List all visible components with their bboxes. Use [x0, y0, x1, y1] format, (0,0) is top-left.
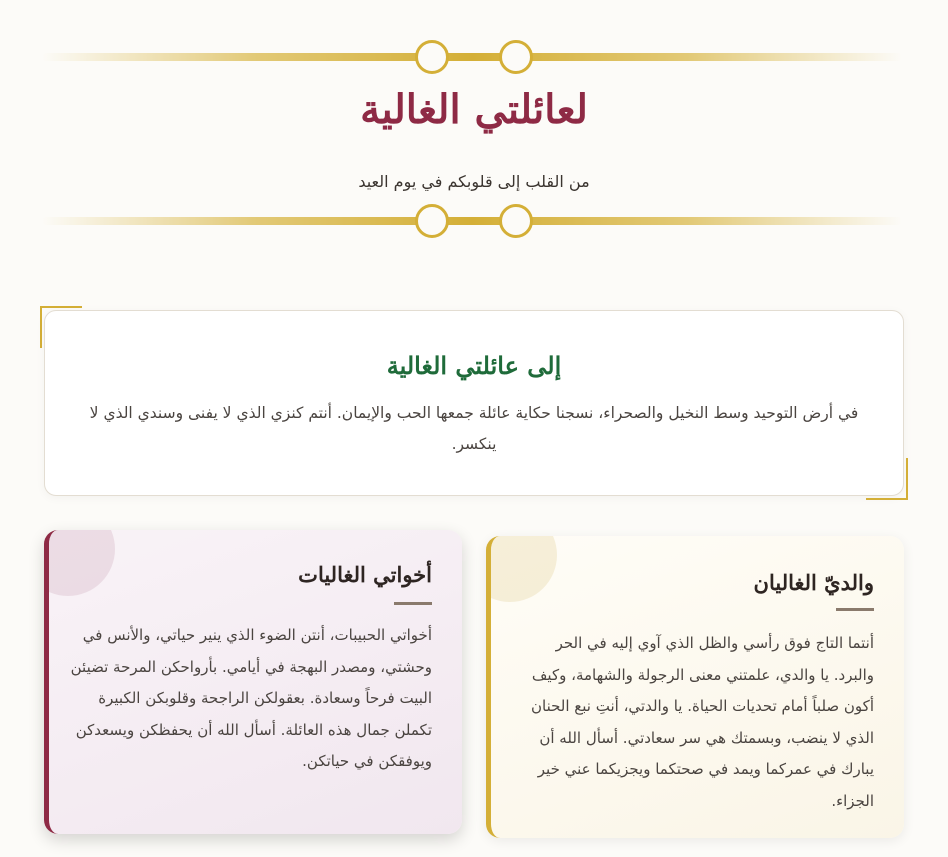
decorative-circle: [486, 536, 557, 602]
ornament-circle-icon: [415, 204, 449, 238]
parents-card-text: أنتما التاج فوق رأسي والظل الذي آوي إليه في الحر والبرد. يا والدي، علمتني معنى الرجولة والشهامة، وكيف أكون صلباً أمام تحديات الحياة. يا والدتي، أنتِ نبع الحنان الذي لا ينضب، وبسمتك هي سر سعادتي. أسأل الله أن يبارك في عمركما ويمد في صحتكما ويجزيكما عني خير الجزاء.: [531, 634, 874, 810]
title-underline: [836, 608, 874, 611]
parents-card: [486, 536, 904, 838]
sisters-card-title: أخواتي الغاليات: [298, 562, 432, 587]
ornament-circle-icon: [415, 40, 449, 74]
title-underline: [394, 602, 432, 605]
decorative-circle: [44, 530, 115, 596]
corner-frame-bottom-right: [866, 458, 908, 500]
sisters-card: [44, 530, 462, 834]
ornament-line: [42, 53, 902, 61]
page-title: لعائلتي الغالية: [360, 86, 588, 133]
ornament-circle-icon: [499, 40, 533, 74]
ornament-line: [42, 217, 902, 225]
bottom-ornament-divider: [42, 204, 902, 238]
parents-card-title: والديّ الغاليان: [753, 570, 874, 595]
page-subtitle: من القلب إلى قلوبكم في يوم العيد: [358, 172, 590, 191]
intro-card: [44, 310, 904, 496]
intro-title: إلى عائلتي الغالية: [386, 351, 562, 380]
sisters-card-text: أخواتي الحبيبات، أنتن الضوء الذي ينير حياتي، والأنس في وحشتي، ومصدر البهجة في أيامي. بأرواحكن المرحة تضيئن البيت فرحاً وسعادة. بعقولكن الراجحة وقلوبكن الكبيرة تكملن جمال هذه العائلة. أسأل الله أن يحفظكن ويسعدكن ويوفقكن في حياتكن.: [70, 626, 432, 770]
ornament-circle-icon: [499, 204, 533, 238]
intro-text: في أرض التوحيد وسط النخيل والصحراء، نسجنا حكاية عائلة جمعها الحب والإيمان. أنتم كنزي الذي لا يفنى وسندي الذي لا ينكسر.: [89, 404, 859, 453]
top-ornament-divider: [42, 40, 902, 74]
